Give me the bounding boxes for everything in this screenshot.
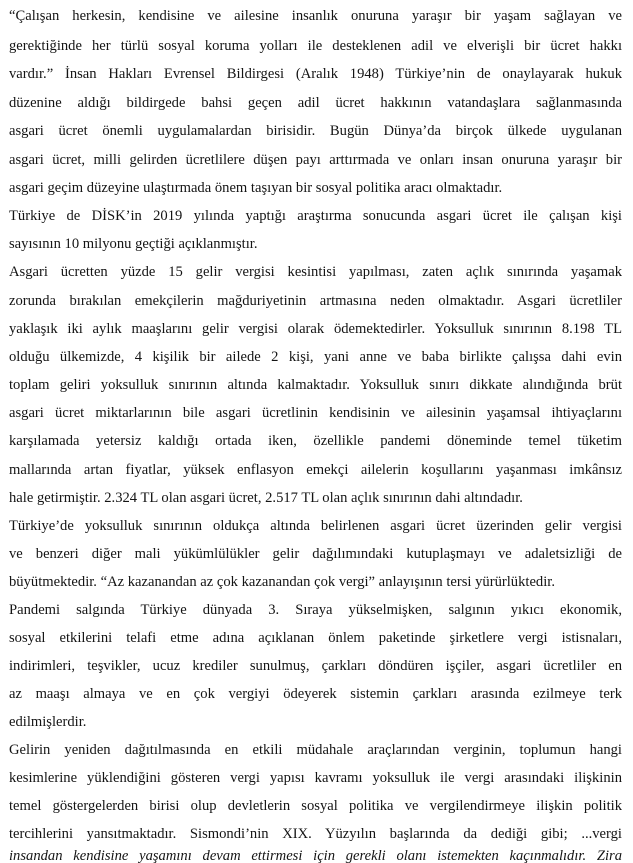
text-line: olduğu ülkemizde, 4 kişilik bir ailede 2 kişi, yani anne ve baba birlikte çalışsa dahi evin	[9, 349, 622, 365]
text-line: indirimleri, teşvikler, ucuz krediler sunulmuş, çarkları döndüren işçiler, asgari ücretliler en	[9, 658, 622, 674]
text-line: asgari ücret miktarlarının bile asgari ücretlinin kendisinin ve ailesinin yaşamsal ihtiyaçlarını	[9, 405, 622, 421]
text-line: sayısının 10 milyonu geçtiği açıklanmıştır.	[9, 236, 258, 252]
text-line: gerektiğinde her türlü sosyal koruma yolları ile desteklenen adil ve elverişli bir ücret hakkı	[9, 38, 622, 54]
text-line: büyütmektedir. “Az kazanandan az çok kazanandan çok vergi” anlayışının tersi yürürlüktedir.	[9, 574, 555, 590]
text-line: asgari ücret, milli gelirden ücretlilere düşen payı arttırmada ve onları insan onuruna yaraşır bir	[9, 152, 622, 168]
text-line: Gelirin yeniden dağıtılmasında en etkili müdahale araçlarından verginin, toplumun hangi	[9, 742, 622, 758]
text-line: Asgari ücretten yüzde 15 gelir vergisi kesintisi yapılması, zaten açlık sınırında yaşamak	[9, 264, 622, 280]
text-line: karşılamada yetersiz kaldığı ortada iken, özellikle pandemi döneminde temel tüketim	[9, 433, 622, 449]
text-line: yaklaşık iki aylık maaşlarını gelir vergisi olarak ödemektedirler. Yoksulluk sınırının 8.198 TL	[9, 321, 622, 337]
text-line: kesimlerine yüklendiğini gösteren vergi yapısı kavramı yoksulluk ile vergi arasındaki ilişkinin	[9, 770, 622, 786]
text-line: Pandemi salgında Türkiye dünyada 3. Sıraya yükselmişken, salgının yıkıcı ekonomik,	[9, 602, 622, 618]
text-line: toplam geliri yoksulluk sınırının altında kalmaktadır. Yoksulluk sınırı dikkate alındığında brüt	[9, 377, 622, 393]
text-line: Türkiye de DİSK’in 2019 yılında yaptığı araştırma sonucunda asgari ücret ile çalışan kişi	[9, 208, 622, 224]
text-line: asgari geçim düzeyine ulaştırmada önem taşıyan bir sosyal politika aracı olmaktadır.	[9, 180, 503, 196]
text-line: tercihlerini yansıtmaktadır. Sismondi’nin XIX. Yüzyılın başlarında da dediği gibi; ...vergi	[9, 826, 622, 842]
text-line: hale getirmiştir. 2.324 TL olan asgari ücret, 2.517 TL olan açlık sınırının dahi altındadır.	[9, 490, 523, 506]
text-line: vardır.” İnsan Hakları Evrensel Bildirgesi (Aralık 1948) Türkiye’nin de onaylayarak hukuk	[9, 66, 622, 82]
text-line: zorunda bırakılan emekçilerin mağduriyetinin artmasına neden olmaktadır. Asgari ücretliler	[9, 293, 622, 309]
text-line: mallarında artan fiyatlar, yüksek enflasyon emekçi ailelerin koşullarını yaşanması imkânsız	[9, 462, 622, 478]
text-line: ve benzeri diğer mali yükümlülükler gelir dağılımındaki kutuplaşmayı ve adaletsizliği de	[9, 546, 622, 562]
text-line: insandan kendisine yaşamını devam ettirmesi için gerekli olanı istemekten kaçınmalıdır. Zira	[9, 848, 622, 863]
text-line: Türkiye’de yoksulluk sınırının oldukça altında belirlenen asgari ücret üzerinden gelir vergisi	[9, 518, 622, 534]
text-line: düzenine aldığı bildirgede bahsi geçen adil ücret hakkının vatandaşlara sağlanmasında	[9, 95, 622, 111]
text-line: “Çalışan herkesin, kendisine ve ailesine insanlık onuruna yaraşır bir yaşam sağlayan ve	[9, 8, 622, 24]
text-line: edilmişlerdir.	[9, 714, 87, 730]
text-line: temel göstergelerden birisi olup devletlerin sosyal politika ve vergilendirmeye ilişkin politik	[9, 798, 622, 814]
text-line: az maaşı almaya ve en çok vergiyi ödeyerek sistemin çarkları arasında ezilmeye terk	[9, 686, 622, 702]
text-line: sosyal etkilerini telafi etme adına açıklanan önlem paketinde şirketlere vergi istisnaları,	[9, 630, 622, 646]
text-line: asgari ücret önemli uygulamalardan birisidir. Bugün Dünya’da birçok ülkede uygulanan	[9, 123, 622, 139]
